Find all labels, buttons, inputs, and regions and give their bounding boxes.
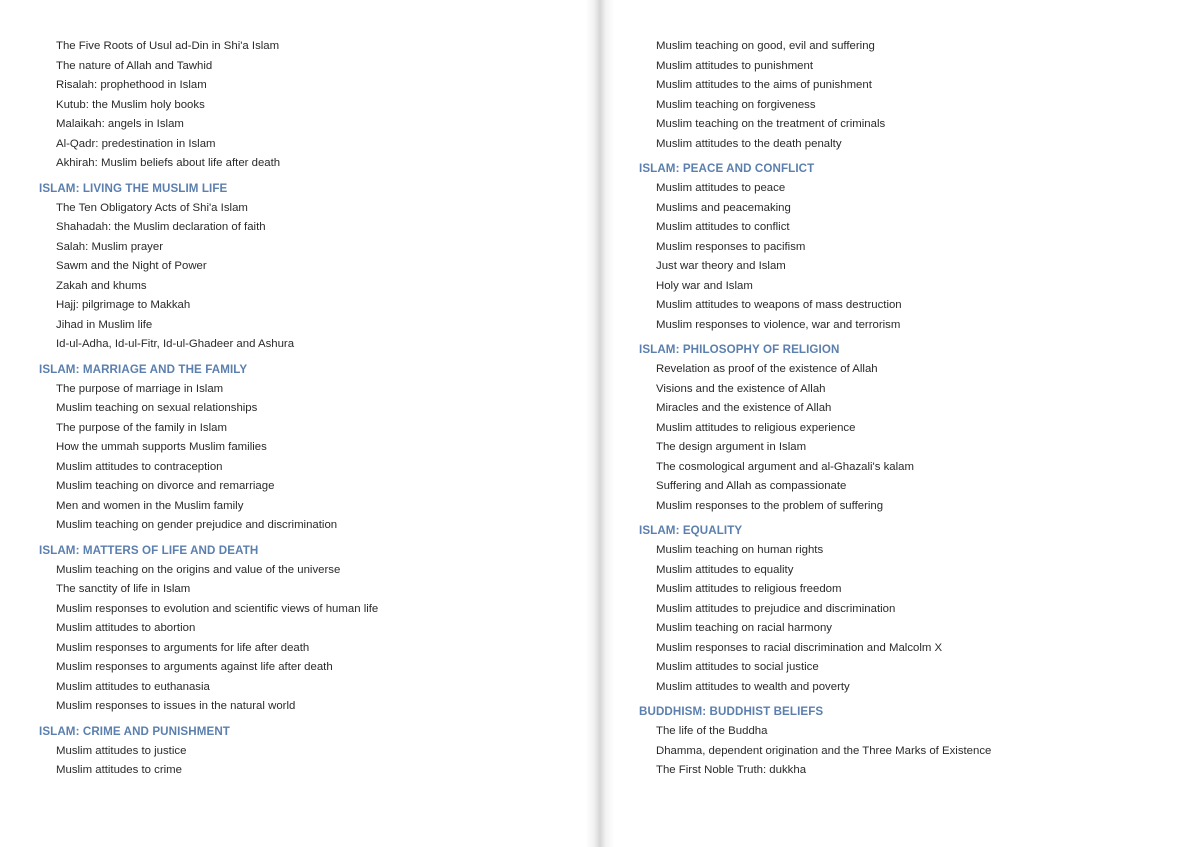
toc-item: Muslim attitudes to religious experience bbox=[656, 421, 856, 434]
toc-item: Muslim responses to racial discrimination and Malcolm X bbox=[656, 641, 943, 654]
toc-item-list bbox=[639, 37, 991, 154]
toc-item: Risalah: prophethood in Islam bbox=[56, 79, 207, 91]
toc-item: Salah: Muslim prayer bbox=[56, 240, 163, 253]
toc-item: Shahadah: the Muslim declaration of faith bbox=[56, 221, 266, 233]
section-heading-islam-equality: ISLAM: EQUALITY bbox=[639, 524, 743, 537]
toc-item: Muslim attitudes to wealth and poverty bbox=[656, 680, 850, 693]
toc-item: Muslim teaching on human rights bbox=[656, 544, 824, 556]
toc-item: Hajj: pilgrimage to Makkah bbox=[56, 299, 191, 311]
toc-item: The Ten Obligatory Acts of Shi'a Islam bbox=[56, 201, 248, 214]
toc-item: The life of the Buddha bbox=[656, 725, 768, 737]
toc-item: Muslim attitudes to weapons of mass destruction bbox=[656, 299, 902, 311]
toc-item: Muslim attitudes to prejudice and discrimination bbox=[656, 602, 896, 615]
toc-item: Muslim attitudes to justice bbox=[56, 744, 187, 757]
left-toc-column bbox=[39, 37, 378, 781]
toc-item-list bbox=[639, 541, 991, 697]
section-heading-islam-marriage-and-the-family: ISLAM: MARRIAGE AND THE FAMILY bbox=[39, 362, 248, 376]
toc-item: Muslim responses to pacifism bbox=[656, 240, 806, 253]
toc-item: The purpose of the family in Islam bbox=[56, 421, 227, 434]
toc-item: Muslim responses to arguments for life after death bbox=[56, 641, 310, 654]
toc-item: Muslim attitudes to the aims of punishment bbox=[656, 79, 872, 91]
toc-item: The purpose of marriage in Islam bbox=[56, 382, 224, 395]
toc-item: Muslims and peacemaking bbox=[656, 201, 791, 214]
toc-item-list bbox=[39, 380, 378, 536]
section-heading-islam-living-the-muslim-life: ISLAM: LIVING THE MUSLIM LIFE bbox=[39, 181, 228, 195]
toc-item: Dhamma, dependent origination and the Three Marks of Existence bbox=[656, 744, 992, 757]
toc-item: Muslim teaching on forgiveness bbox=[656, 98, 816, 111]
toc-item: Al-Qadr: predestination in Islam bbox=[56, 137, 216, 150]
toc-item: Just war theory and Islam bbox=[656, 260, 786, 272]
toc-item: Miracles and the existence of Allah bbox=[656, 402, 832, 414]
toc-item: Muslim teaching on racial harmony bbox=[656, 622, 832, 634]
toc-item: Muslim attitudes to conflict bbox=[656, 221, 790, 233]
toc-item: Muslim attitudes to peace bbox=[656, 182, 786, 194]
toc-item: Muslim attitudes to euthanasia bbox=[56, 680, 210, 693]
toc-section bbox=[639, 37, 991, 154]
toc-section bbox=[39, 180, 378, 355]
toc-item: Sawm and the Night of Power bbox=[56, 260, 207, 272]
toc-item: Muslim teaching on sexual relationships bbox=[56, 402, 258, 414]
toc-item: Malaikah: angels in Islam bbox=[56, 118, 184, 130]
toc-item: The sanctity of life in Islam bbox=[56, 583, 191, 595]
toc-item: Visions and the existence of Allah bbox=[656, 382, 826, 395]
toc-item: Kutub: the Muslim holy books bbox=[56, 98, 205, 111]
toc-item: Muslim responses to the problem of suffering bbox=[656, 499, 884, 512]
toc-item: Id-ul-Adha, Id-ul-Fitr, Id-ul-Ghadeer and Ashura bbox=[56, 338, 295, 350]
right-page bbox=[604, 0, 1200, 847]
section-heading-buddhism-buddhist-beliefs: BUDDHISM: BUDDHIST BELIEFS bbox=[639, 705, 824, 718]
toc-item: Muslim teaching on the origins and value of the universe bbox=[56, 563, 341, 576]
toc-item: Muslim attitudes to religious freedom bbox=[656, 583, 842, 595]
toc-item: The nature of Allah and Tawhid bbox=[56, 59, 213, 72]
toc-item: Holy war and Islam bbox=[656, 279, 753, 292]
toc-item: Akhirah: Muslim beliefs about life after death bbox=[56, 157, 281, 169]
toc-item: Muslim teaching on the treatment of criminals bbox=[656, 118, 886, 130]
toc-section bbox=[39, 723, 378, 781]
toc-item: Jihad in Muslim life bbox=[56, 318, 153, 331]
toc-item: How the ummah supports Muslim families bbox=[56, 441, 267, 453]
toc-item: Muslim teaching on gender prejudice and discrimination bbox=[56, 519, 338, 531]
toc-item: Muslim responses to violence, war and terrorism bbox=[656, 318, 901, 331]
toc-item: Muslim teaching on good, evil and suffering bbox=[656, 40, 875, 52]
toc-section bbox=[39, 542, 378, 717]
toc-item-list bbox=[39, 742, 378, 781]
toc-item: Muslim attitudes to equality bbox=[656, 563, 794, 576]
toc-item: The First Noble Truth: dukkha bbox=[656, 764, 807, 776]
toc-item: Muslim responses to arguments against life after death bbox=[56, 661, 333, 673]
toc-section bbox=[639, 341, 991, 516]
section-heading-islam-peace-and-conflict: ISLAM: PEACE AND CONFLICT bbox=[639, 162, 815, 175]
toc-item-list bbox=[39, 37, 378, 174]
toc-item: Muslim attitudes to crime bbox=[56, 764, 182, 776]
toc-item-list bbox=[639, 722, 991, 781]
toc-section bbox=[39, 361, 378, 536]
toc-item-list bbox=[639, 360, 991, 516]
toc-item: Muslim responses to evolution and scientific views of human life bbox=[56, 602, 379, 615]
toc-item: The Five Roots of Usul ad-Din in Shi'a Islam bbox=[56, 40, 280, 52]
toc-item: Muslim attitudes to abortion bbox=[56, 622, 196, 634]
section-heading-islam-matters-of-life-and-death: ISLAM: MATTERS OF LIFE AND DEATH bbox=[39, 543, 259, 557]
toc-section bbox=[639, 522, 991, 697]
toc-item: Revelation as proof of the existence of Allah bbox=[656, 363, 878, 375]
right-toc-column bbox=[639, 37, 991, 781]
toc-item: Muslim attitudes to social justice bbox=[656, 661, 819, 673]
toc-item: Zakah and khums bbox=[56, 279, 147, 292]
toc-item: Men and women in the Muslim family bbox=[56, 499, 244, 512]
toc-item: Muslim attitudes to the death penalty bbox=[656, 137, 842, 150]
toc-item: The design argument in Islam bbox=[656, 441, 807, 453]
toc-item: Muslim attitudes to contraception bbox=[56, 460, 223, 473]
toc-item: Muslim teaching on divorce and remarriage bbox=[56, 480, 275, 492]
section-heading-islam-crime-and-punishment: ISLAM: CRIME AND PUNISHMENT bbox=[39, 724, 230, 738]
toc-item: Suffering and Allah as compassionate bbox=[656, 480, 847, 492]
toc-item: Muslim responses to issues in the natural world bbox=[56, 700, 296, 712]
toc-item-list bbox=[639, 179, 991, 335]
toc-item: The cosmological argument and al-Ghazali's kalam bbox=[656, 460, 914, 473]
toc-section bbox=[639, 160, 991, 335]
toc-item-list bbox=[39, 199, 378, 355]
toc-section bbox=[39, 37, 378, 174]
toc-section bbox=[639, 703, 991, 781]
left-page bbox=[0, 0, 596, 847]
section-heading-islam-philosophy-of-religion: ISLAM: PHILOSOPHY OF RELIGION bbox=[639, 343, 840, 356]
toc-item-list bbox=[39, 561, 378, 717]
toc-item: Muslim attitudes to punishment bbox=[656, 59, 814, 72]
